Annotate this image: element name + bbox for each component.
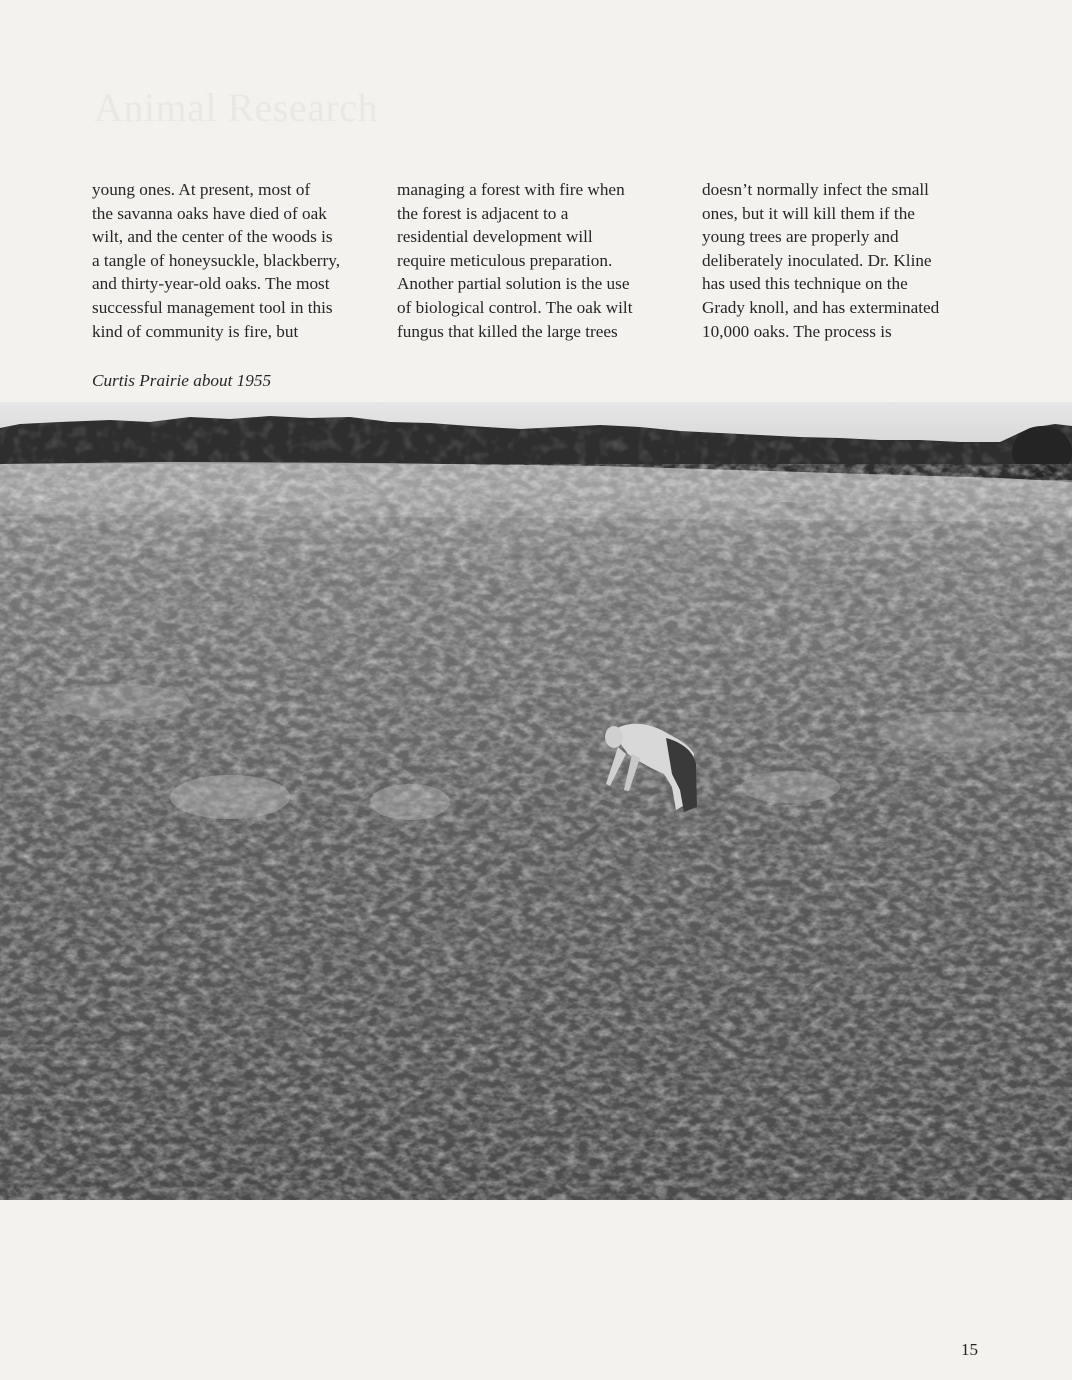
text-line: the forest is adjacent to a	[397, 203, 569, 223]
text-line: residential development will	[397, 227, 593, 247]
text-line: deliberately inoculated. Dr. Kline	[702, 250, 932, 270]
text-column-1	[92, 178, 374, 343]
text-line: fungus that killed the large trees	[397, 321, 618, 341]
text-line: young trees are properly and	[702, 227, 899, 247]
text-line: 10,000 oaks. The process is	[702, 321, 892, 341]
text-line: require meticulous preparation.	[397, 250, 613, 270]
text-line: Grady knoll, and has exterminated	[702, 297, 940, 317]
text-line: young ones. At present, most of	[92, 180, 311, 199]
text-line: a tangle of honeysuckle, blackberry,	[92, 250, 341, 270]
figure-caption: Curtis Prairie about 1955	[92, 371, 272, 390]
text-line: has used this technique on the	[702, 274, 908, 294]
text-line: of biological control. The oak wilt	[397, 297, 633, 317]
prairie-photo	[0, 402, 1072, 1200]
text-line: wilt, and the center of the woods is	[92, 227, 333, 247]
text-line: the savanna oaks have died of oak	[92, 203, 327, 223]
column-paragraph	[397, 178, 679, 343]
text-line: Another partial solution is the use	[397, 274, 630, 294]
text-line: ones, but it will kill them if the	[702, 203, 915, 223]
text-line: kind of community is fire, but	[92, 321, 299, 341]
running-title-ghost: Animal Research	[94, 85, 379, 130]
text-line: managing a forest with fire when	[397, 180, 625, 199]
text-line: successful management tool in this	[92, 297, 333, 317]
column-paragraph	[92, 178, 374, 343]
prairie-photo-svg	[0, 402, 1072, 1200]
text-line: and thirty-year-old oaks. The most	[92, 274, 330, 294]
text-column-2	[397, 178, 679, 343]
column-paragraph	[702, 178, 984, 343]
text-column-3	[702, 178, 984, 343]
text-line: doesn’t normally infect the small	[702, 180, 929, 199]
page-number: 15	[961, 1340, 978, 1359]
